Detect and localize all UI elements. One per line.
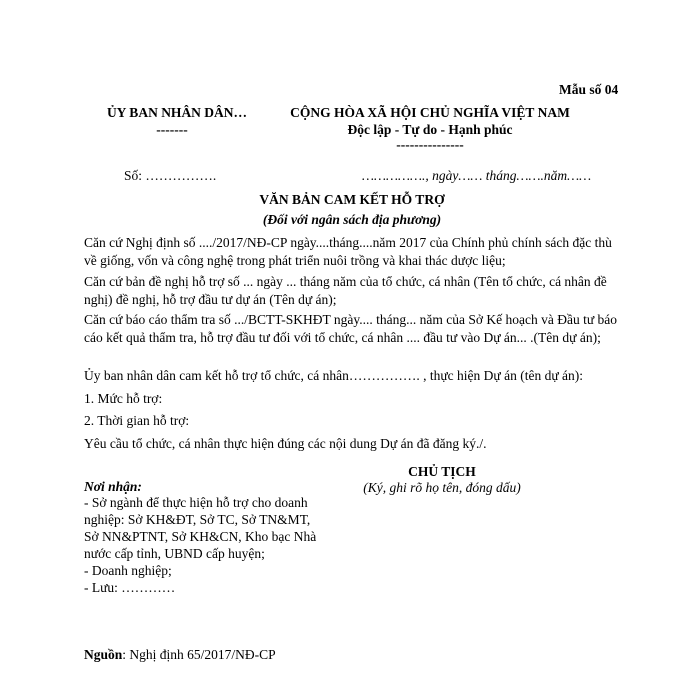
- issuing-authority: ỦY BAN NHÂN DÂN…: [106, 105, 248, 120]
- paragraph-legal-basis-decree: Căn cứ Nghị định số ..../2017/NĐ-CP ngày....tháng....năm 2017 của Chính phủ chính sách đặc thù về giống, vốn và công nghệ trong phát triển nuôi trồng và khai thác dược liệu;: [84, 235, 612, 268]
- source-line: [84, 647, 276, 663]
- paragraph-legal-basis-request: Căn cứ bản đề nghị hỗ trợ số ... ngày ... tháng năm của tổ chức, cá nhân (Tên tổ chức, cá nhân đề nghị) đề nghị, hỗ trợ đầu tư dự án (Tên dự án);: [84, 274, 607, 307]
- signer-title: CHỦ TỊCH: [408, 464, 476, 479]
- paragraph-legal-basis-appraisal: Căn cứ báo cáo thẩm tra số .../BCTT-SKHĐT ngày.... tháng... năm của Sở Kế hoạch và Đầu tư báo cáo kết quả thẩm tra, hỗ trợ đầu tư đối với tổ chức, cá nhân .... đầu tư vào Dự án... .(Tên dự án);: [84, 312, 618, 345]
- document-subtitle: (Đối với ngân sách địa phương): [262, 212, 442, 227]
- document-number: Số: …………….: [124, 168, 217, 183]
- paragraph-requirement: Yêu cầu tổ chức, cá nhân thực hiện đúng các nội dung Dự án đã đăng ký./.: [84, 436, 487, 451]
- authority-separator: -------: [156, 122, 188, 137]
- recipients-heading: Nơi nhận:: [84, 479, 142, 494]
- paragraph-support-duration: 2. Thời gian hỗ trợ:: [84, 413, 190, 428]
- recipient-line: - Lưu: …………: [84, 580, 176, 595]
- paragraph-support-level: 1. Mức hỗ trợ:: [84, 391, 163, 406]
- national-title: CỘNG HÒA XÃ HỘI CHỦ NGHĨA VIỆT NAM: [290, 105, 570, 120]
- recipient-line: - Sở ngành để thực hiện hỗ trợ cho doanh: [84, 495, 308, 510]
- motto-separator: ---------------: [396, 137, 464, 152]
- recipient-line: nước cấp tỉnh, UBND cấp huyện;: [84, 546, 265, 561]
- source-text: : Nghị định 65/2017/NĐ-CP: [122, 647, 276, 662]
- recipient-line: nghiệp: Sở KH&ĐT, Sở TC, Sở TN&MT,: [84, 512, 311, 527]
- recipient-line: - Doanh nghiệp;: [84, 563, 172, 578]
- paragraph-commitment: Ủy ban nhân dân cam kết hỗ trợ tổ chức, cá nhân……………. , thực hiện Dự án (tên dự án):: [84, 368, 584, 383]
- recipient-line: Sở NN&PTNT, Sở KH&CN, Kho bạc Nhà: [84, 529, 317, 544]
- form-number: Mẫu số 04: [559, 82, 619, 97]
- document-date: ……………., ngày…… tháng…….năm……: [362, 168, 592, 183]
- document-title: VĂN BẢN CAM KẾT HỖ TRỢ: [259, 192, 445, 207]
- national-motto: Độc lập - Tự do - Hạnh phúc: [347, 122, 513, 137]
- source-label: Nguồn: [84, 647, 123, 662]
- signature-note: (Ký, ghi rõ họ tên, đóng dấu): [363, 480, 521, 495]
